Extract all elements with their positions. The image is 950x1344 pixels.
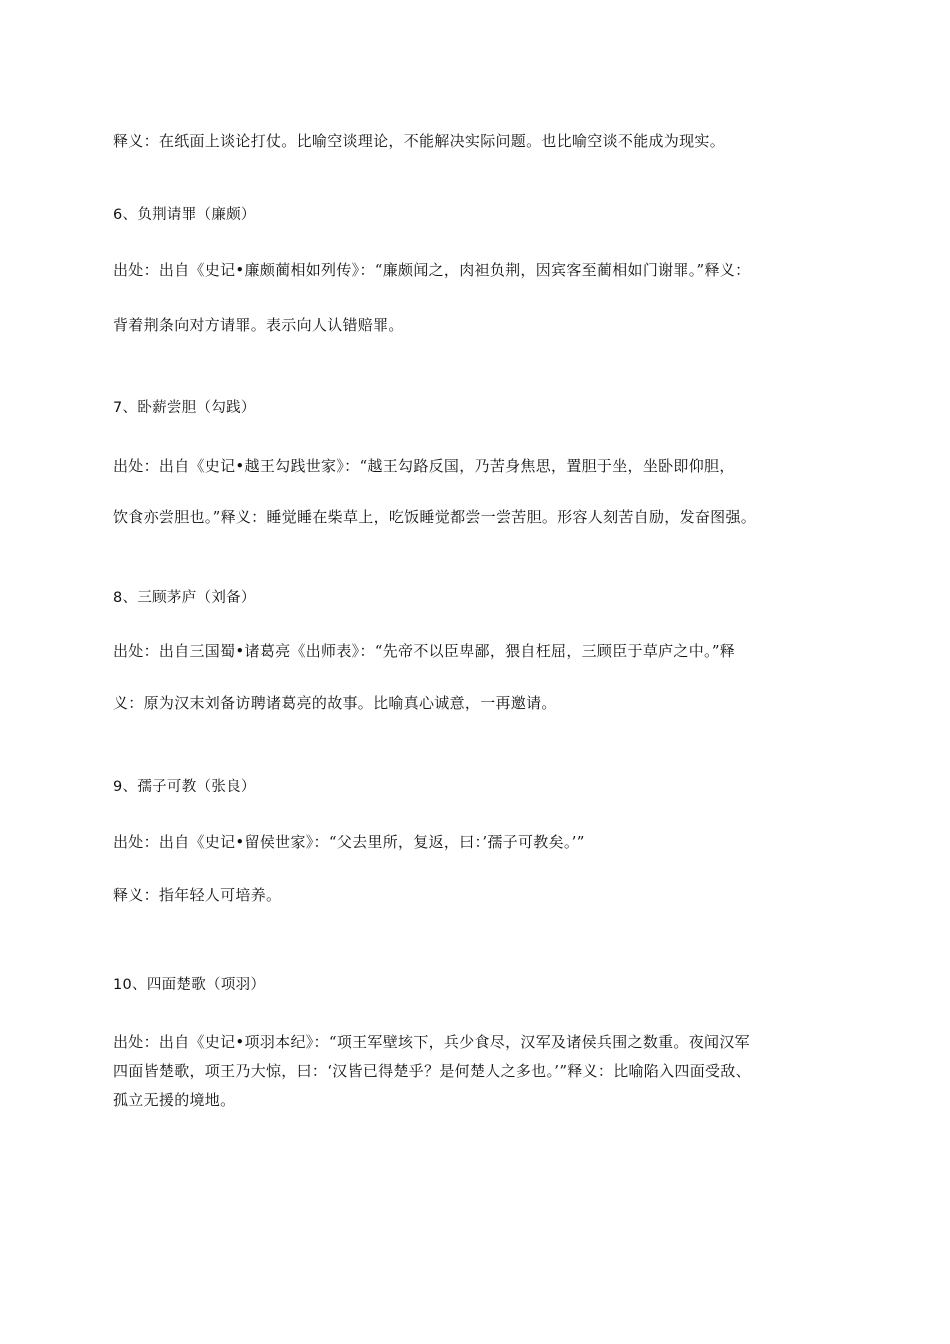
source-line-10a: 出处：出自《史记•项羽本纪》：“项王军壁垓下，兵少食尽，汉军及诸侯兵围之数重。夜闻汉军 [113,1033,750,1051]
idiom-heading-6: 6、负荆请罪（廉颇） [113,207,256,223]
idiom-heading-7: 7、卧薪尝胆（勾践） [113,400,256,416]
source-line-9: 出处：出自《史记•留侯世家》：“父去里所，复返，曰：’孺子可教矣。’” [113,833,585,851]
meaning-line-10: 孤立无援的境地。 [113,1091,236,1109]
meaning-line-5: 释义：在纸面上谈论打仗。比喻空谈理论，不能解决实际问题。也比喻空谈不能成为现实。 [113,132,726,150]
source-line-8: 出处：出自三国蜀•诸葛亮《出师表》：“先帝不以臣卑鄙，猥自枉屈，三顾臣于草庐之中。”释 [113,642,736,660]
source-line-10b: 四面皆楚歌，项王乃大惊，曰：‘汉皆已得楚乎？是何楚人之多也。’”释义：比喻陷入四面受敌、 [113,1062,751,1080]
meaning-line-9: 释义：指年轻人可培养。 [113,886,282,904]
idiom-heading-8: 8、三顾茅庐（刘备） [113,590,256,606]
source-line-7: 出处：出自《史记•越王勾践世家》：“越王勾路反国，乃苦身焦思，置胆于坐，坐卧即仰胆， [113,457,735,475]
meaning-line-8: 义：原为汉末刘备访聘诸葛亮的故事。比喻真心诚意，一再邀请。 [113,694,557,712]
meaning-line-7: 饮食亦尝胆也。”释义：睡觉睡在柴草上，吃饭睡觉都尝一尝苦胆。形容人刻苦自励，发奋图强。 [113,508,757,526]
meaning-line-6: 背着荆条向对方请罪。表示向人认错赔罪。 [113,316,404,334]
idiom-heading-10: 10、四面楚歌（项羽） [113,977,266,993]
idiom-heading-9: 9、孺子可教（张良） [113,779,256,795]
source-line-6: 出处：出自《史记•廉颇蔺相如列传》：“廉颇闻之，肉袒负荆，因宾客至蔺相如门谢罪。”释义： [113,261,751,279]
